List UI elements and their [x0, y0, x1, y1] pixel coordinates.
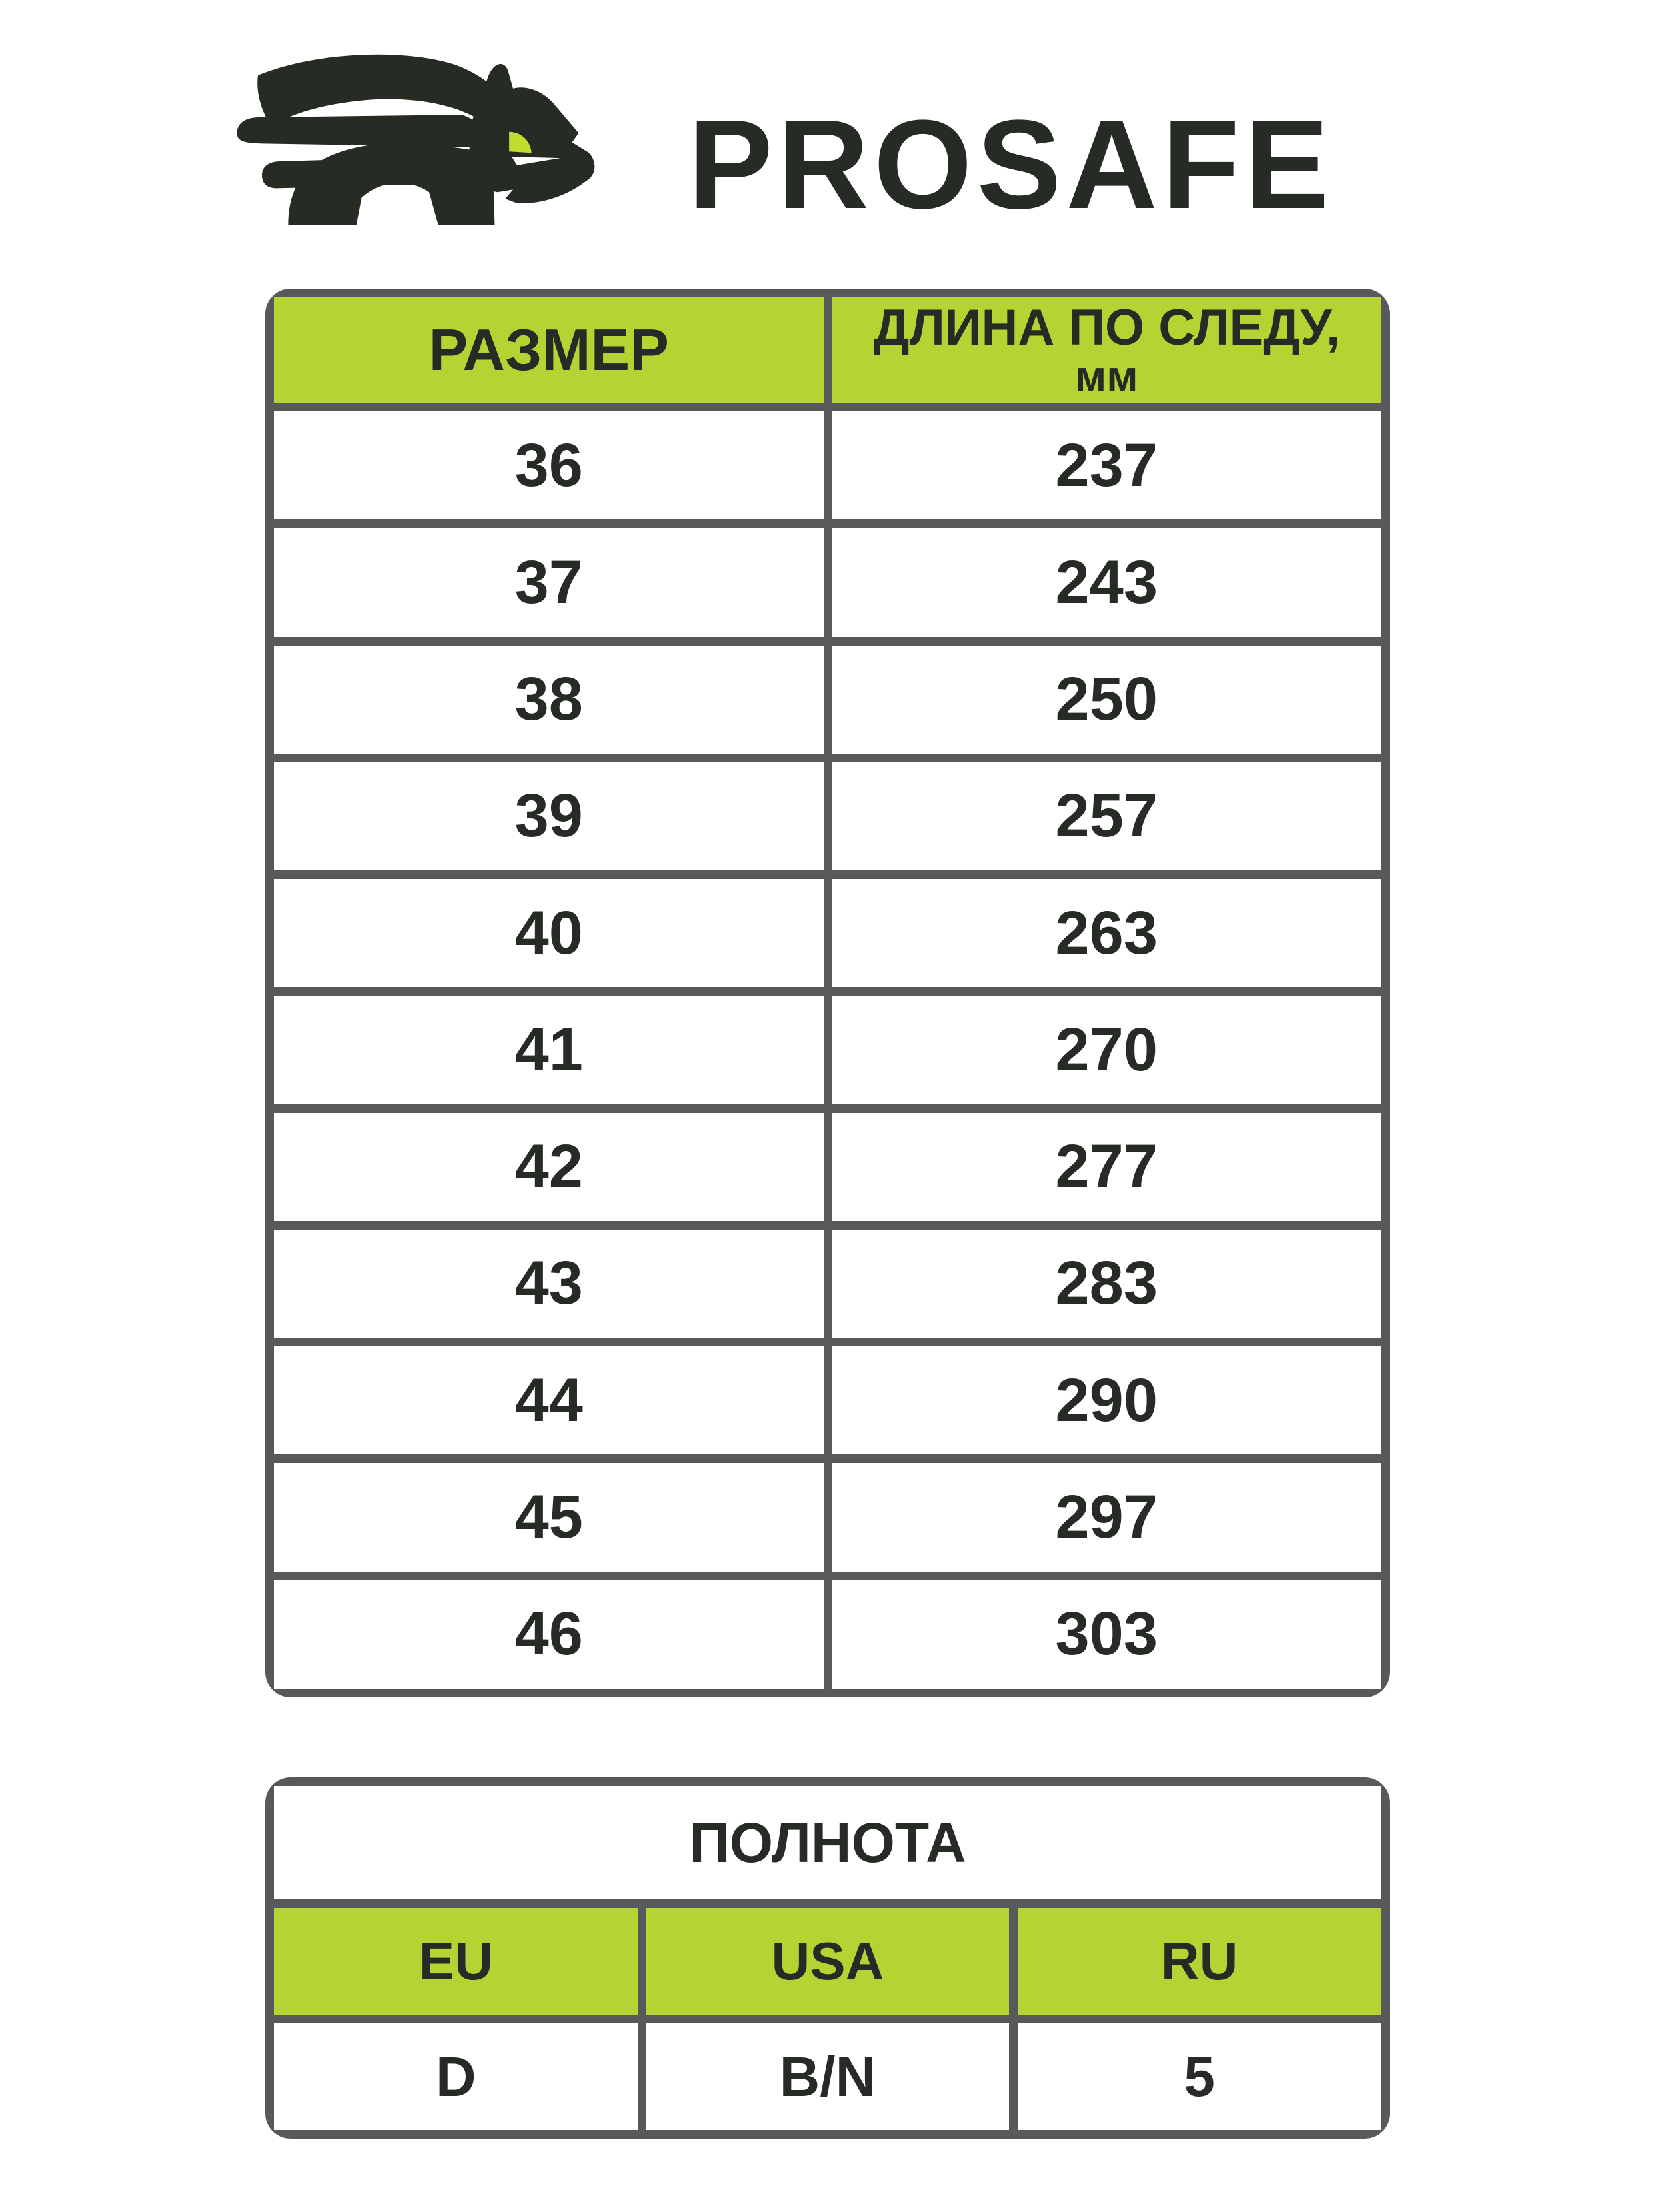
table-row	[274, 1463, 1381, 1571]
length-column-header-unit: мм	[1074, 352, 1138, 401]
rhino-logo-icon	[220, 44, 598, 236]
size-cell	[274, 411, 824, 519]
length-cell	[832, 996, 1382, 1104]
fullness-value-eu-text: D	[435, 2045, 476, 2108]
size-value: 37	[514, 547, 583, 616]
length-cell	[832, 1346, 1382, 1454]
fullness-value-usa	[646, 2023, 1010, 2130]
table-row	[274, 996, 1381, 1104]
fullness-value-ru	[1018, 2023, 1381, 2130]
fullness-title	[274, 1786, 1381, 1899]
table-row	[274, 528, 1381, 636]
fullness-header-eu-label: EU	[418, 1931, 493, 1991]
size-value: 46	[514, 1600, 583, 1669]
table-row	[274, 1230, 1381, 1338]
size-value: 43	[514, 1249, 583, 1318]
length-cell	[832, 1113, 1382, 1221]
fullness-table-grid	[265, 1777, 1390, 2139]
size-cell	[274, 996, 824, 1104]
table-row	[274, 762, 1381, 870]
fullness-value-ru-text: 5	[1184, 2045, 1216, 2108]
length-value: 237	[1055, 431, 1158, 499]
length-column-header	[832, 297, 1382, 403]
table-row	[274, 1580, 1381, 1689]
length-cell	[832, 1580, 1382, 1689]
length-value: 277	[1055, 1132, 1158, 1201]
size-cell	[274, 762, 824, 870]
size-cell	[274, 646, 824, 754]
length-cell	[832, 1230, 1382, 1338]
fullness-value-row	[274, 2023, 1381, 2130]
fullness-value-usa-text: B/N	[779, 2045, 876, 2108]
length-column-header-label: ДЛИНА ПО СЛЕДУ,	[873, 299, 1341, 356]
size-table-grid	[265, 289, 1390, 1697]
fullness-header-usa	[646, 1908, 1010, 2015]
size-cell	[274, 528, 824, 636]
length-cell	[832, 762, 1382, 870]
length-value: 243	[1055, 547, 1158, 616]
fullness-header-ru-label: RU	[1160, 1931, 1238, 1991]
size-table-header-row	[274, 297, 1381, 403]
length-value: 250	[1055, 665, 1158, 734]
length-value: 263	[1055, 898, 1158, 967]
size-value: 42	[514, 1132, 583, 1201]
size-cell	[274, 1113, 824, 1221]
length-value: 283	[1055, 1249, 1158, 1318]
table-row	[274, 1113, 1381, 1221]
fullness-header-ru	[1018, 1908, 1381, 2015]
size-cell	[274, 1463, 824, 1571]
length-value: 270	[1055, 1015, 1158, 1084]
brand-header	[0, 0, 1662, 280]
fullness-value-eu	[274, 2023, 638, 2130]
fullness-header-row	[274, 1908, 1381, 2015]
size-cell	[274, 1580, 824, 1689]
length-value: 290	[1055, 1366, 1158, 1434]
length-cell	[832, 411, 1382, 519]
size-column-header	[274, 297, 824, 403]
size-value: 39	[514, 782, 583, 850]
length-cell	[832, 646, 1382, 754]
size-value: 41	[514, 1015, 583, 1084]
size-value: 38	[514, 665, 583, 734]
fullness-header-usa-label: USA	[771, 1931, 884, 1991]
length-cell	[832, 1463, 1382, 1571]
size-cell	[274, 879, 824, 987]
fullness-title-label: ПОЛНОТА	[689, 1811, 966, 1874]
size-table	[265, 289, 1390, 1697]
table-row	[274, 646, 1381, 754]
size-column-header-label: РАЗМЕР	[428, 317, 669, 383]
size-cell	[274, 1230, 824, 1338]
size-cell	[274, 1346, 824, 1454]
size-value: 44	[514, 1366, 583, 1434]
table-row	[274, 1346, 1381, 1454]
length-cell	[832, 879, 1382, 987]
length-value: 297	[1055, 1483, 1158, 1552]
length-cell	[832, 528, 1382, 636]
fullness-title-row	[274, 1786, 1381, 1899]
table-row	[274, 411, 1381, 519]
brand-wordmark: PROSAFE	[688, 94, 1334, 235]
size-value: 36	[514, 431, 583, 499]
size-value: 40	[514, 898, 583, 967]
table-row	[274, 879, 1381, 987]
fullness-table	[265, 1777, 1390, 2139]
length-value: 303	[1055, 1600, 1158, 1669]
fullness-header-eu	[274, 1908, 638, 2015]
length-value: 257	[1055, 782, 1158, 850]
size-value: 45	[514, 1483, 583, 1552]
